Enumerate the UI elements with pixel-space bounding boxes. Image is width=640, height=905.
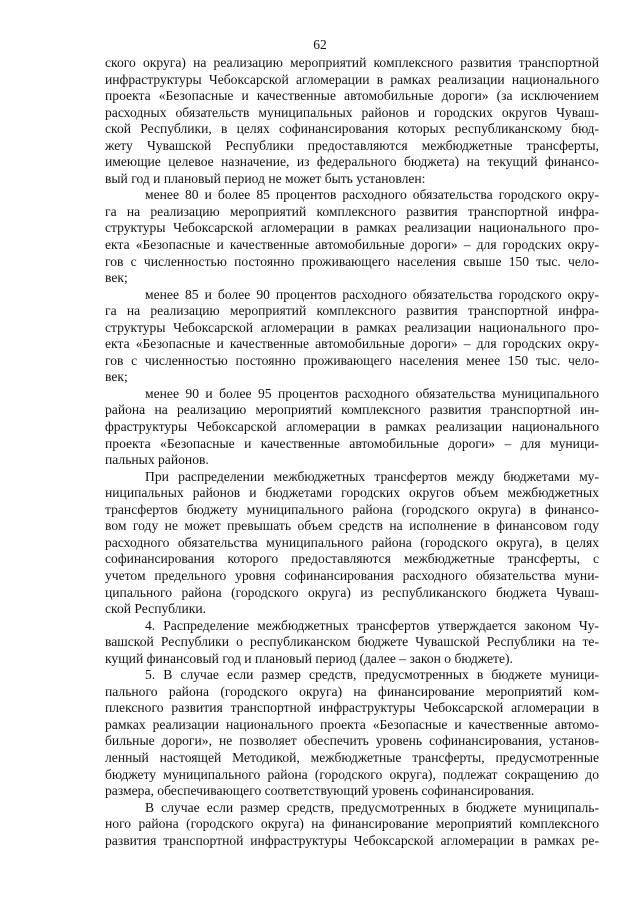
paragraph <box>105 187 599 286</box>
text-line: трансфертов бюджету муниципального района (городского округа) в финансо- <box>105 501 599 517</box>
text-line: га на реализацию мероприятий комплексного развития транспортной инфра- <box>105 203 599 219</box>
text-line: 4. Распределение межбюджетных трансфертов утверждается законом Чу- <box>145 617 599 633</box>
text-line: вашской Республики о республиканском бюджете Чувашской Республики на те- <box>105 634 599 650</box>
text-line: екта «Безопасные и качественные автомобильные дороги» – для городских окру- <box>105 336 599 352</box>
paragraph <box>105 386 599 469</box>
text-line: ципального района (городского округа) из республиканского бюджета Чуваш- <box>105 584 599 600</box>
text-line: структуры Чебоксарской агломерации в рамках реализации национального про- <box>105 220 599 236</box>
text-line: рамках реализации национального проекта «Безопасные и качественные автомо- <box>105 716 599 732</box>
text-line: кущий финансовый год и плановый период (далее – закон о бюджете). <box>105 650 513 666</box>
text-line: размера, обеспечивающего соответствующий уровень софинансирования. <box>105 783 535 799</box>
body-text <box>105 55 599 849</box>
text-line: 5. В случае если размер средств, предусмотренных в бюджете муници- <box>145 667 599 683</box>
paragraph <box>105 667 599 799</box>
text-line: екта «Безопасные и качественные автомобильные дороги» – для городских окру- <box>105 237 599 253</box>
text-line: пальных районов. <box>105 452 209 468</box>
paragraph <box>105 55 599 187</box>
text-line: проекта «Безопасные и качественные автомобильные дороги» – для муници- <box>105 435 599 451</box>
paragraph <box>105 469 599 618</box>
text-line: пального района (городского округа) на финансирование мероприятий ком- <box>105 683 599 699</box>
text-line: ленный настоящей Методикой, межбюджетные трансферты, предусмотренные <box>105 749 599 765</box>
text-line: ниципальных районов и бюджетами городских округов объем межбюджетных <box>105 485 599 501</box>
text-line: учетом предельного уровня софинансирования расходного обязательства муни- <box>105 567 599 583</box>
text-line: инфраструктуры Чебоксарской агломерации в рамках реализации национального <box>105 71 599 87</box>
text-line: бильные дороги», не позволяет обеспечить уровень софинансирования, установ- <box>105 733 599 749</box>
text-line: вом году не может превышать объем средств на исполнение в финансовом году <box>105 518 599 534</box>
text-line: га на реализацию мероприятий комплексного развития транспортной инфра- <box>105 303 599 319</box>
page-number: 62 <box>313 37 327 52</box>
text-line: ного района (городского округа) на финансирование мероприятий комплексного <box>105 816 599 832</box>
text-line: фраструктуры Чебоксарской агломерации в рамках реализации национального <box>105 419 599 435</box>
text-line: вый год и плановый период не может быть установлен: <box>105 170 426 186</box>
text-line: менее 90 и более 95 процентов расходного обязательства муниципального <box>145 385 599 401</box>
text-line: софинансирования которого предоставляются межбюджетные трансферты, с <box>105 551 599 567</box>
text-line: ской Республики. <box>105 601 207 617</box>
text-line: менее 85 и более 90 процентов расходного обязательства городского окру- <box>145 286 599 302</box>
text-line: ской Республики, в целях софинансирования которых республиканскому бюд- <box>105 121 599 137</box>
paragraph <box>105 618 599 668</box>
text-line: района на реализацию мероприятий комплексного развития транспортной ин- <box>105 402 599 418</box>
text-line: развития транспортной инфраструктуры Чебоксарской агломерации в рамках ре- <box>105 832 599 848</box>
text-line: расходных обязательств муниципальных районов и городских округов Чуваш- <box>105 104 599 120</box>
text-line: гов с численностью постоянно проживающего населения менее 150 тыс. чело- <box>105 352 599 368</box>
paragraph <box>105 287 599 386</box>
text-line: век; <box>105 270 128 286</box>
text-line: расходного обязательства муниципального района (городского округа), в целях <box>105 534 599 550</box>
text-line: При распределении межбюджетных трансфертов между бюджетами му- <box>145 468 599 484</box>
text-line: структуры Чебоксарской агломерации в рамках реализации национального про- <box>105 319 599 335</box>
text-line: век; <box>105 369 128 385</box>
text-line: имеющие целевое назначение, из федерального бюджета) на текущий финансо- <box>105 154 599 170</box>
text-line: менее 80 и более 85 процентов расходного обязательства городского окру- <box>145 187 599 203</box>
text-line: жету Чувашской Республики предоставляются межбюджетные трансферты, <box>105 137 599 153</box>
text-line: плексного развития транспортной инфраструктуры Чебоксарской агломерации в <box>105 700 599 716</box>
text-line: бюджету муниципального района (городского округа), подлежат сокращению до <box>105 766 599 782</box>
text-line: проекта «Безопасные и качественные автомобильные дороги» (за исключением <box>105 88 599 104</box>
text-line: ского округа) на реализацию мероприятий комплексного развития транспортной <box>105 55 599 70</box>
text-line: гов с численностью постоянно проживающего населения свыше 150 тыс. чело- <box>105 253 599 269</box>
paragraph <box>105 800 599 850</box>
text-line: В случае если размер средств, предусмотренных в бюджете муниципаль- <box>145 799 599 815</box>
